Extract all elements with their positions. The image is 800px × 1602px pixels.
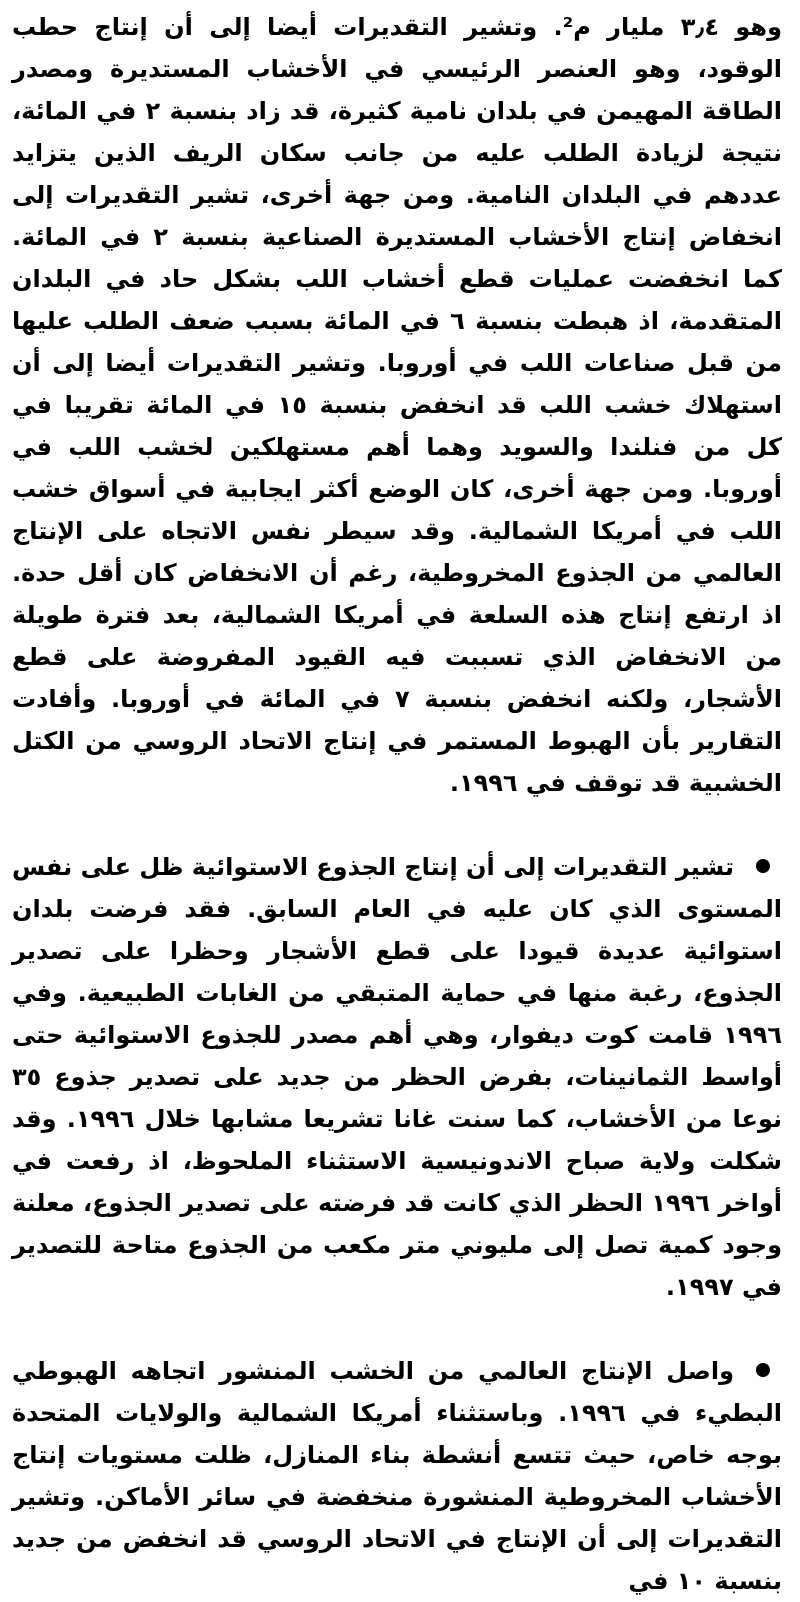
paragraph-fuelwood-pulpwood: وهو ٣٫٤ مليار م². وتشير التقديرات أيضا إلى أن إنتاج حطب الوقود، وهو العنصر الرئيسي في الأخشاب المستديرة ومصدر الطاقة المهيمن في بلدان نامية كثيرة، قد زاد بنسبة ٢ في المائة، نتيجة لزيادة الطلب عليه من جانب سكان الريف الذين يتزايد عددهم في البلدان النامية. ومن جهة أخرى، تشير التقديرات إلى انخفاض إنتاج الأخشاب المستديرة الصناعية بنسبة ٢ في المائة. كما انخفضت عمليات قطع أخشاب اللب بشكل حاد في البلدان المتقدمة، اذ هبطت بنسبة ٦ في المائة بسبب ضعف الطلب عليها من قبل صناعات اللب في أوروبا. وتشير التقديرات أيضا إلى أن استهلاك خشب اللب قد انخفض بنسبة ١٥ في المائة تقريبا في كل من فنلندا والسويد وهما أهم مستهلكين لخشب اللب في أوروبا. ومن جهة أخرى، كان الوضع أكثر ايجابية في أسواق خشب اللب في أمريكا الشمالية. وقد سيطر نفس الاتجاه على الإنتاج العالمي من الجذوع المخروطية، رغم أن الانخفاض كان أقل حدة. اذ ارتفع إنتاج هذه السلعة في أمريكا الشمالية، بعد فترة طويلة من الانخفاض الذي تسببت فيه القيود المفروضة على قطع الأشجار، ولكنه انخفض بنسبة ٧ في المائة في أوروبا. وأفادت التقارير بأن الهبوط المستمر في إنتاج الاتحاد الروسي من الكتل الخشبية قد توقف في ١٩٩٦. [12, 13, 783, 797]
paragraph-tropical-logs [12, 846, 782, 1308]
document-page [12, 6, 782, 1602]
paragraph-tropical-logs-text: تشير التقديرات إلى أن إنتاج الجذوع الاستوائية ظل على نفس المستوى الذي كان عليه في العام السابق. فقد فرضت بلدان استوائية عديدة قيودا على قطع الأشجار وحظرا على تصدير الجذوع، رغبة منها في حماية المتبقي من الغابات الطبيعية. وفي ١٩٩٦ قامت كوت ديفوار، وهي أهم مصدر للجذوع الاستوائية حتى أواسط الثمانينات، بفرض الحظر من جديد على تصدير جذوع ٣٥ نوعا من الأخشاب، كما سنت غانا تشريعا مشابها خلال ١٩٩٦. وقد شكلت ولاية صباح الاندونيسية الاستثناء الملحوظ، اذ رفعت في أواخر ١٩٩٦ الحظر الذي كانت قد فرضته على تصدير الجذوع، معلنة وجود كمية تصل إلى مليوني متر مكعب من الجذوع متاحة للتصدير في ١٩٩٧. [12, 853, 782, 1301]
paragraph-sawnwood-text: واصل الإنتاج العالمي من الخشب المنشور اتجاهه الهبوطي البطيء في ١٩٩٦. وباستثناء أمريكا الشمالية والولايات المتحدة بوجه خاص، حيث تتسع أنشطة بناء المنازل، ظلت مستويات إنتاج الأخشاب المخروطية المنشورة منخفضة في سائر الأماكن. وتشير التقديرات إلى أن الإنتاج في الاتحاد الروسي قد انخفض من جديد بنسبة ١٠ في [12, 1357, 783, 1595]
paragraph-spacer [12, 804, 782, 846]
bullet-icon [756, 859, 770, 873]
paragraph-sawnwood [12, 1350, 782, 1602]
bullet-icon [756, 1363, 770, 1377]
paragraph-spacer [12, 1308, 782, 1350]
